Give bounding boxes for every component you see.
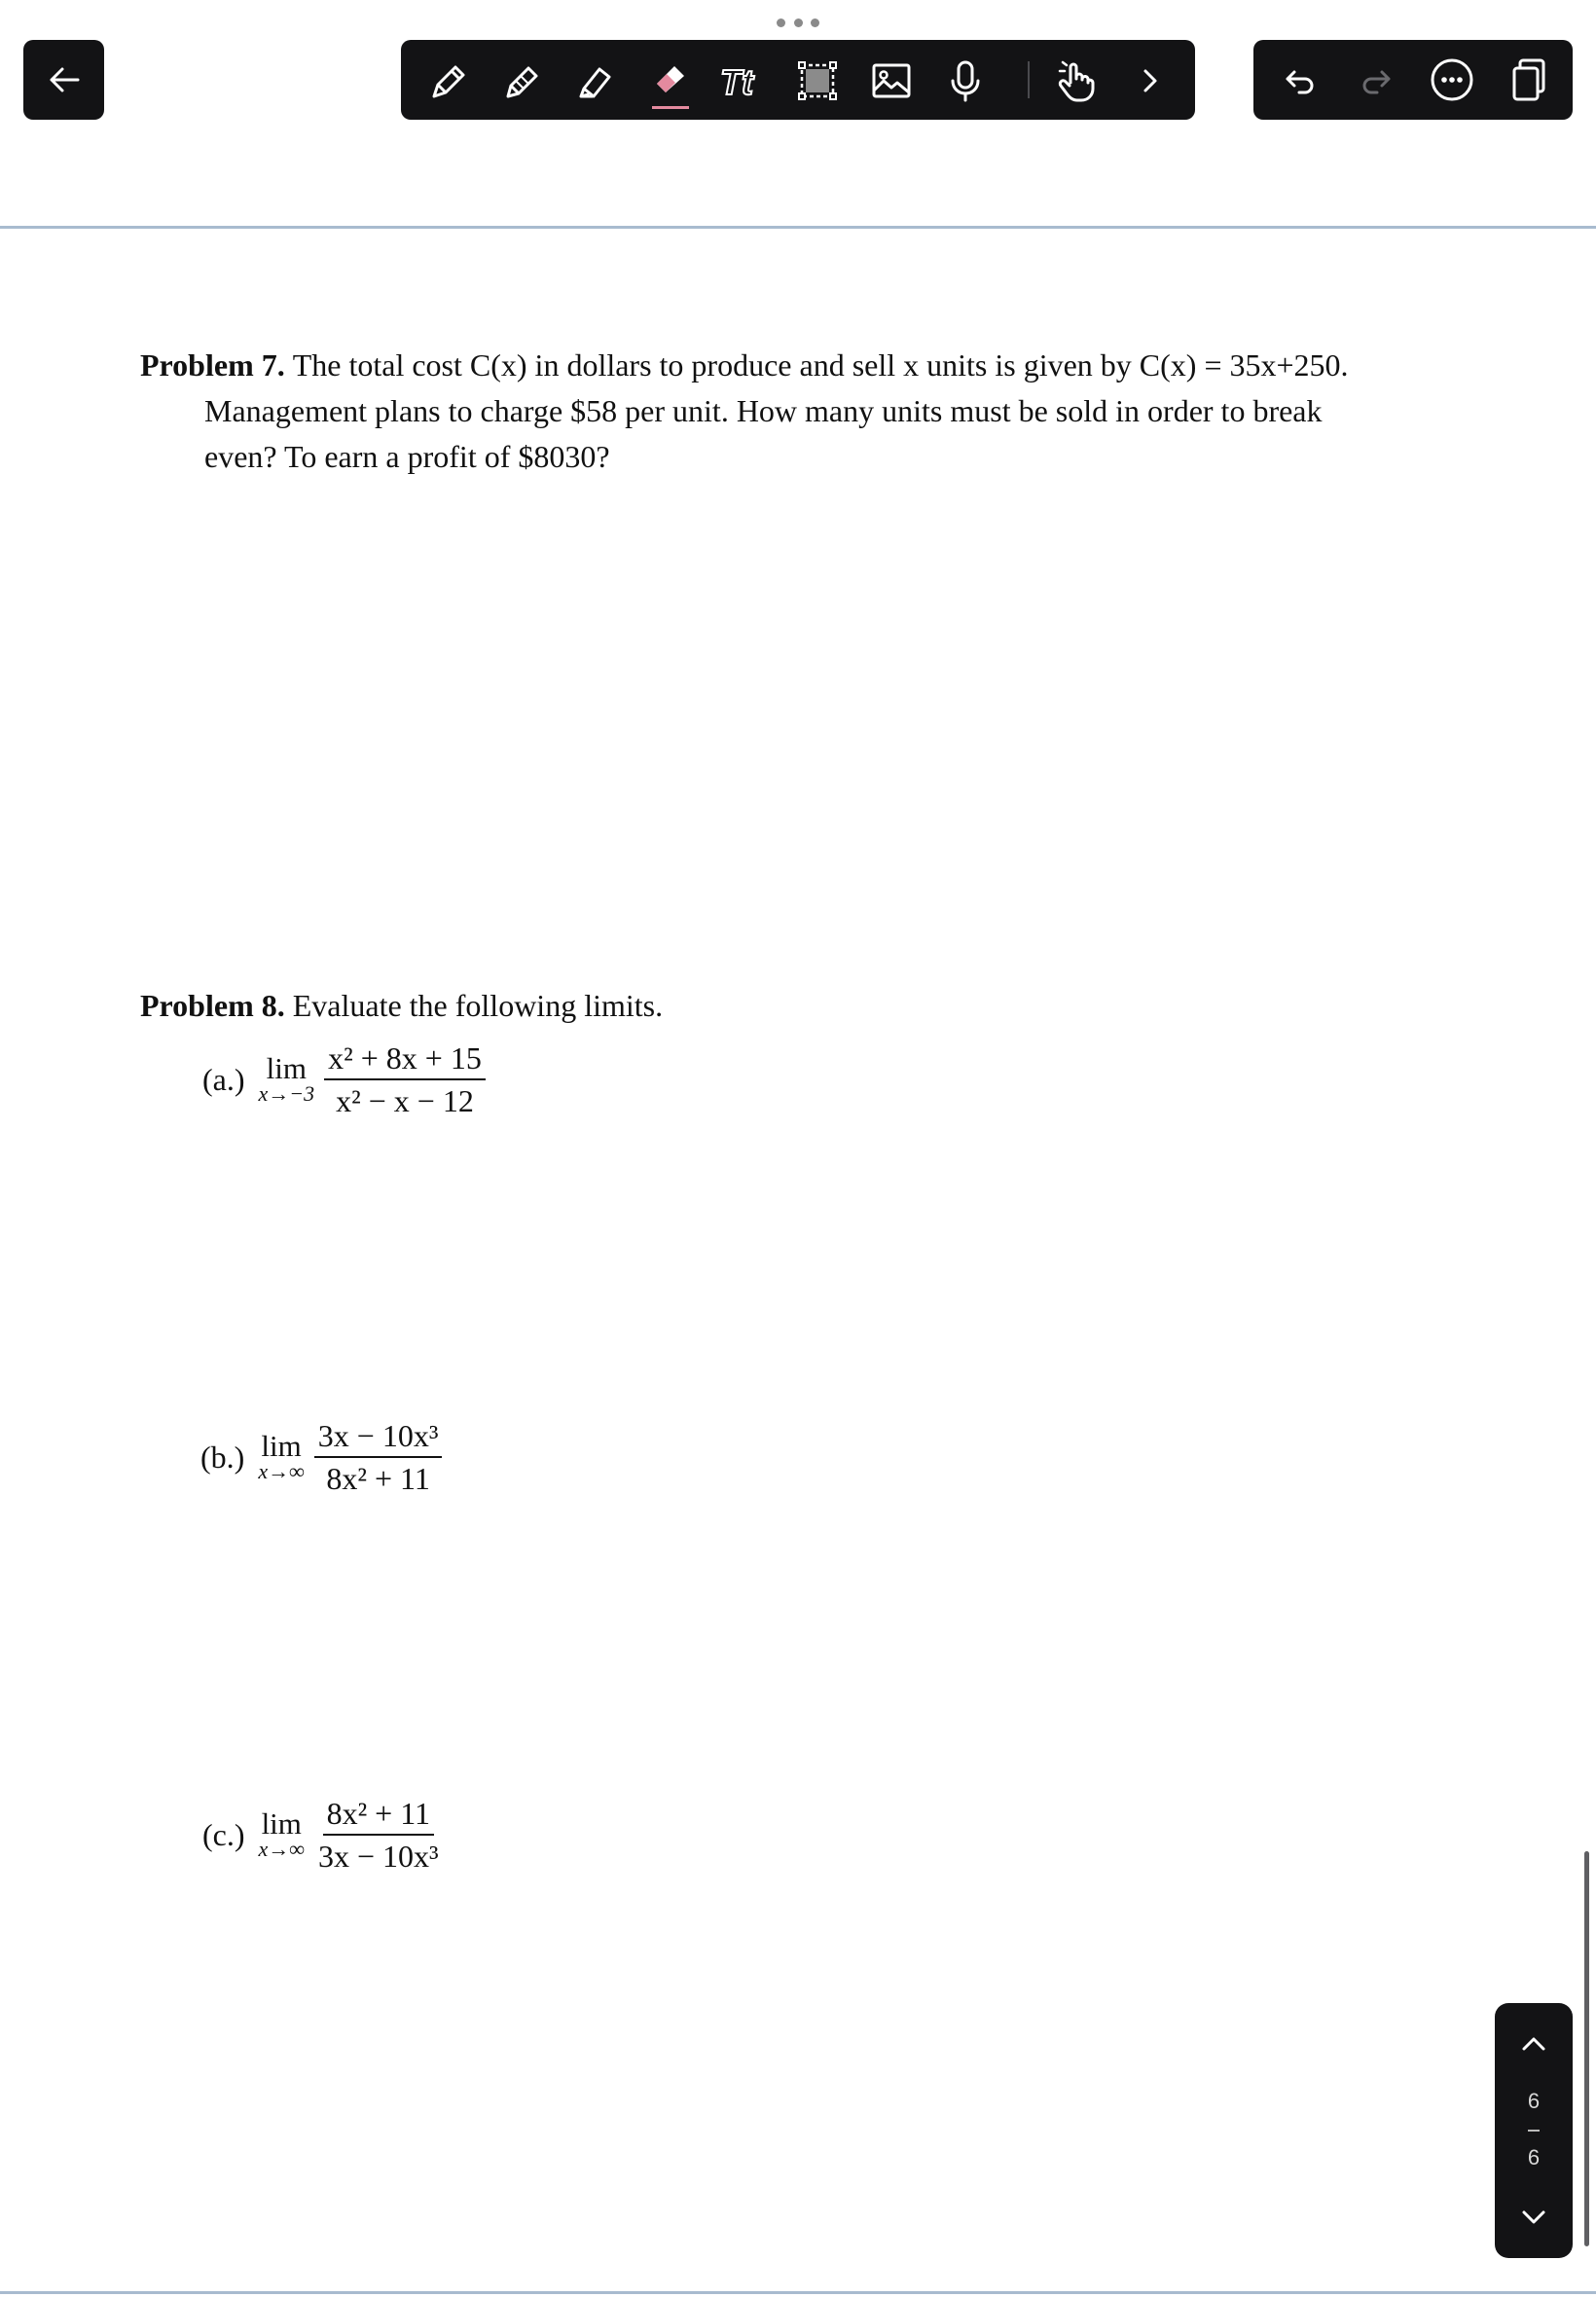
part-a-numerator: x² + 8x + 15 xyxy=(324,1039,486,1080)
toolbar-divider xyxy=(1028,61,1030,98)
problem-7-line-3: even? To earn a profit of $8030? xyxy=(204,439,610,474)
part-b-numerator: 3x − 10x³ xyxy=(314,1417,443,1458)
active-tool-indicator xyxy=(652,106,689,109)
microphone-icon[interactable] xyxy=(938,54,993,108)
back-button[interactable] xyxy=(23,40,104,120)
actions-toolbar xyxy=(1253,40,1573,120)
problem-7 xyxy=(140,343,1456,480)
highlighter-icon[interactable] xyxy=(568,54,623,108)
problem-7-line-2: Management plans to charge $58 per unit. How many units must be sold in order to break xyxy=(204,393,1323,428)
limit-part-b xyxy=(200,1417,442,1497)
svg-text:Tt: Tt xyxy=(720,62,753,102)
problem-7-line-1: The total cost C(x) in dollars to produce and sell x units is given by C(x) = 35x+250. xyxy=(292,347,1349,383)
page-down-button[interactable] xyxy=(1510,2194,1557,2241)
part-b-lim-word: lim xyxy=(261,1429,302,1463)
problem-8-heading xyxy=(140,983,1113,1029)
problem-8-label: Problem 8. xyxy=(140,988,285,1023)
pages-icon[interactable] xyxy=(1501,53,1555,107)
hand-pointer-icon[interactable] xyxy=(1049,54,1104,108)
page-top-edge xyxy=(0,226,1596,229)
more-icon[interactable] xyxy=(1425,53,1479,107)
page-bottom-edge xyxy=(0,2291,1596,2294)
scrollbar[interactable] xyxy=(1584,1851,1589,2246)
lasso-select-icon[interactable] xyxy=(790,54,845,108)
limit-part-c xyxy=(202,1795,443,1875)
eraser-icon[interactable] xyxy=(642,54,697,108)
part-a-denominator: x² − x − 12 xyxy=(336,1083,474,1118)
part-b-lim-sub: x→∞ xyxy=(258,1459,305,1483)
part-c-lim-sub: x→∞ xyxy=(258,1837,305,1861)
part-b-fraction xyxy=(314,1417,443,1497)
arrow-left-icon xyxy=(23,40,104,120)
page-separator xyxy=(1528,2130,1540,2132)
part-b-label: (b.) xyxy=(200,1439,245,1475)
total-pages: 6 xyxy=(1527,2145,1541,2169)
problem-8-intro: Evaluate the following limits. xyxy=(292,988,664,1023)
part-b-denominator: 8x² + 11 xyxy=(326,1461,430,1496)
part-a-fraction xyxy=(324,1039,486,1119)
part-a-lim-sub: x→−3 xyxy=(258,1081,315,1106)
part-a-lim-word: lim xyxy=(266,1051,307,1085)
part-c-denominator: 3x − 10x³ xyxy=(317,1839,439,1874)
tool-toolbar xyxy=(401,40,1195,120)
pencil-icon[interactable] xyxy=(494,54,549,108)
redo-icon[interactable] xyxy=(1349,53,1403,107)
image-icon[interactable] xyxy=(864,54,919,108)
chevron-right-icon[interactable] xyxy=(1123,54,1178,108)
part-a-label: (a.) xyxy=(202,1061,245,1097)
part-c-lim-word: lim xyxy=(261,1806,302,1841)
part-c-lim xyxy=(258,1806,305,1861)
pen-icon[interactable] xyxy=(420,54,475,108)
page-navigator xyxy=(1495,2003,1573,2258)
text-tool-icon[interactable] xyxy=(716,54,771,108)
part-a-lim xyxy=(258,1051,315,1106)
part-c-numerator: 8x² + 11 xyxy=(323,1795,434,1836)
part-c-label: (c.) xyxy=(202,1816,245,1852)
problem-7-label: Problem 7. xyxy=(140,347,285,383)
chevron-down-icon xyxy=(1517,2201,1550,2234)
limit-part-a xyxy=(202,1039,486,1119)
drag-handle[interactable] xyxy=(777,16,819,29)
chevron-up-icon xyxy=(1517,2027,1550,2060)
part-b-lim xyxy=(258,1429,305,1483)
undo-icon[interactable] xyxy=(1273,53,1327,107)
current-page: 6 xyxy=(1527,2089,1541,2113)
part-c-fraction xyxy=(314,1795,443,1875)
page-up-button[interactable] xyxy=(1510,2021,1557,2067)
